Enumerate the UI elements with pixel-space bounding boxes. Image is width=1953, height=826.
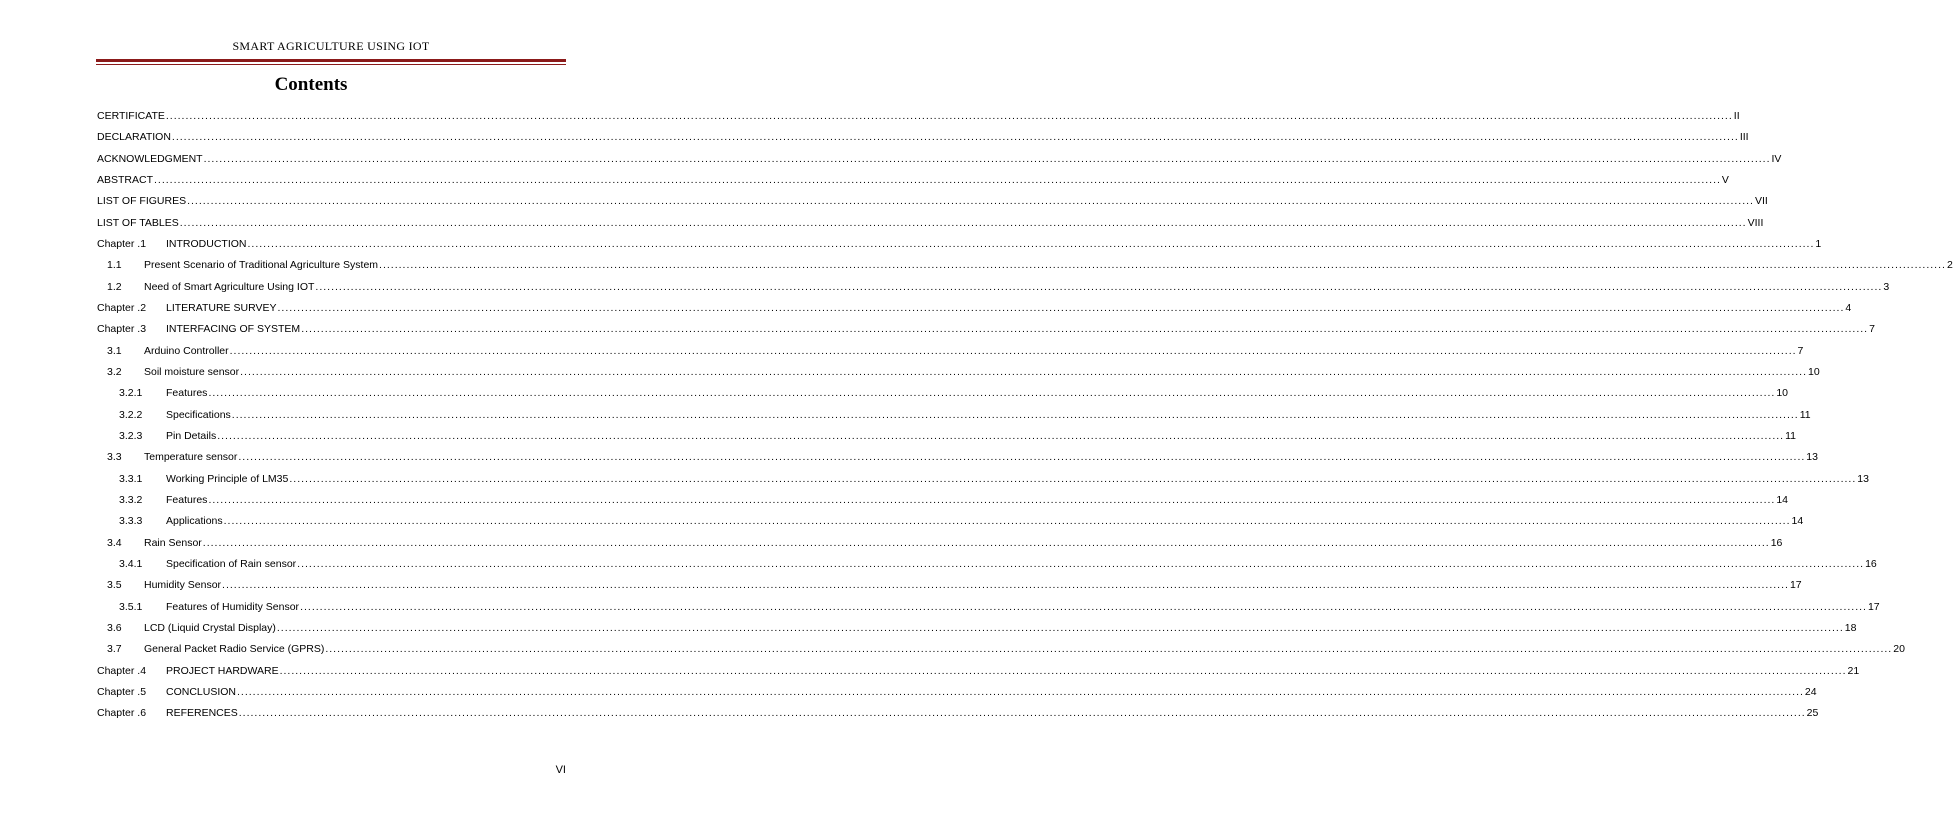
toc-entry[interactable]: [97, 149, 1782, 169]
toc-entry-page: 11: [1785, 429, 1797, 442]
toc-entry-number: Chapter .5: [97, 685, 147, 698]
toc-entry-number: 3.3.3: [119, 515, 143, 528]
toc-dot-leader: ................................................................................................................................................................................................................................................................................................................................................................................................................: [187, 195, 1754, 208]
toc-entry-page: 13: [1857, 472, 1869, 485]
toc-dot-leader: ................................................................................................................................................................................................................................................................................................................................................................................................................: [223, 515, 1791, 528]
toc-entry[interactable]: [97, 661, 1860, 681]
toc-entry-number: Chapter .3: [97, 323, 147, 336]
toc-dot-leader: ................................................................................................................................................................................................................................................................................................................................................................................................................: [238, 451, 1806, 464]
toc-entry[interactable]: [97, 255, 1953, 275]
toc-entry[interactable]: [97, 533, 1783, 553]
toc-entry-number: 3.1: [107, 344, 122, 357]
toc-entry-number: Chapter .4: [97, 664, 147, 677]
toc-entry-label: Features: [166, 387, 208, 400]
toc-entry[interactable]: [97, 469, 1869, 489]
toc-dot-leader: ................................................................................................................................................................................................................................................................................................................................................................................................................: [171, 131, 1739, 144]
toc-entry-page: 1: [1815, 237, 1822, 250]
toc-entry-page: VIII: [1747, 216, 1764, 229]
toc-entry-label: Rain Sensor: [144, 536, 202, 549]
toc-entry[interactable]: [97, 426, 1797, 446]
toc-entry-label: CERTIFICATE: [97, 110, 165, 122]
toc-entry[interactable]: [97, 405, 1811, 425]
toc-entry-label: Soil moisture sensor: [144, 365, 240, 378]
toc-entry[interactable]: [97, 554, 1877, 574]
toc-entry-page: 18: [1844, 621, 1857, 634]
toc-entry[interactable]: [97, 298, 1852, 318]
toc-entry-label: General Packet Radio Service (GPRS): [144, 643, 325, 656]
toc-entry-number: 3.3: [107, 451, 122, 464]
toc-entry[interactable]: [97, 447, 1818, 467]
toc-entry[interactable]: [97, 127, 1749, 147]
page-number: VI: [555, 764, 566, 776]
toc-entry[interactable]: [97, 234, 1822, 254]
toc-entry-label: Specification of Rain sensor: [166, 557, 297, 570]
toc-dot-leader: ................................................................................................................................................................................................................................................................................................................................................................................................................: [222, 579, 1789, 592]
toc-entry-number: 3.4.1: [119, 557, 143, 570]
toc-dot-leader: ................................................................................................................................................................................................................................................................................................................................................................................................................: [277, 301, 1845, 314]
toc-entry[interactable]: [97, 575, 1802, 595]
running-header: SMART AGRICULTURE USING IOT: [232, 39, 430, 53]
toc-entry-page: II: [1733, 110, 1740, 122]
toc-entry-label: ACKNOWLEDGMENT: [97, 152, 203, 165]
toc-entry-page: 7: [1869, 323, 1875, 336]
toc-dot-leader: ................................................................................................................................................................................................................................................................................................................................................................................................................: [238, 707, 1806, 720]
toc-dot-leader: ................................................................................................................................................................................................................................................................................................................................................................................................................: [165, 110, 1733, 122]
toc-entry-page: 14: [1791, 515, 1804, 528]
toc-entry-label: Humidity Sensor: [144, 579, 222, 592]
header-rule-thin: [96, 64, 566, 65]
toc-entry-page: 11: [1799, 408, 1811, 421]
toc-entry-page: 21: [1847, 664, 1860, 677]
toc-entry[interactable]: [97, 703, 1819, 723]
toc-entry-page: IV: [1771, 152, 1782, 165]
toc-dot-leader: ................................................................................................................................................................................................................................................................................................................................................................................................................: [279, 664, 1847, 677]
toc-entry-page: 13: [1806, 451, 1818, 464]
toc-entry-label: Applications: [166, 515, 223, 528]
contents-title: Contents: [274, 74, 348, 95]
toc-entry-page: 17: [1789, 579, 1802, 592]
header-rule-thick: [96, 59, 566, 62]
toc-entry-label: REFERENCES: [166, 707, 238, 720]
toc-entry-number: 3.2.1: [119, 387, 143, 400]
toc-entry-number: 3.7: [107, 643, 122, 656]
toc-entry-label: PROJECT HARDWARE: [166, 664, 279, 677]
toc-entry-number: 3.2: [107, 365, 122, 378]
toc-entry-page: 16: [1865, 557, 1877, 570]
toc-entry-label: LIST OF FIGURES: [97, 195, 187, 208]
toc-entry-number: 3.4: [107, 536, 122, 549]
toc-entry[interactable]: [97, 383, 1789, 403]
toc-dot-leader: ................................................................................................................................................................................................................................................................................................................................................................................................................: [217, 429, 1785, 442]
toc-entry-label: CONCLUSION: [166, 685, 237, 698]
toc-entry-label: Pin Details: [166, 429, 217, 442]
toc-entry-page: V: [1721, 173, 1729, 186]
toc-dot-leader: ................................................................................................................................................................................................................................................................................................................................................................................................................: [325, 643, 1893, 656]
toc-entry-number: Chapter .2: [97, 301, 147, 314]
toc-dot-leader: ................................................................................................................................................................................................................................................................................................................................................................................................................: [237, 685, 1804, 698]
toc-entry-label: Features: [166, 493, 208, 506]
toc-entry[interactable]: [97, 362, 1820, 382]
toc-entry-page: 24: [1804, 685, 1817, 698]
toc-entry[interactable]: [97, 213, 1764, 233]
toc-entry-page: III: [1739, 131, 1749, 144]
toc-entry[interactable]: [97, 597, 1880, 617]
toc-entry-label: Specifications: [166, 408, 231, 421]
toc-dot-leader: ................................................................................................................................................................................................................................................................................................................................................................................................................: [301, 323, 1869, 336]
toc-dot-leader: ................................................................................................................................................................................................................................................................................................................................................................................................................: [229, 344, 1797, 357]
toc-dot-leader: ................................................................................................................................................................................................................................................................................................................................................................................................................: [179, 216, 1747, 229]
toc-entry[interactable]: [97, 277, 1890, 297]
toc-entry-page: 14: [1776, 493, 1789, 506]
toc-entry-page: 7: [1797, 344, 1804, 357]
toc-entry-label: Features of Humidity Sensor: [166, 600, 300, 613]
toc-entry[interactable]: [97, 618, 1857, 638]
toc-entry-page: VII: [1754, 195, 1768, 208]
toc-entry[interactable]: [97, 106, 1740, 126]
toc-entry-number: 3.5: [107, 579, 122, 592]
toc-dot-leader: ................................................................................................................................................................................................................................................................................................................................................................................................................: [208, 387, 1776, 400]
toc-entry-number: 3.6: [107, 621, 122, 634]
toc-entry-number: 3.2.2: [119, 408, 143, 421]
toc-dot-leader: ................................................................................................................................................................................................................................................................................................................................................................................................................: [202, 536, 1770, 549]
toc-entry-label: Working Principle of LM35: [166, 472, 289, 485]
toc-entry-label: Present Scenario of Traditional Agriculture System: [144, 259, 379, 272]
toc-entry-page: 10: [1808, 365, 1820, 378]
toc-entry-label: Need of Smart Agriculture Using IOT: [144, 280, 315, 293]
toc-entry[interactable]: [97, 639, 1905, 659]
toc-entry[interactable]: [97, 341, 1804, 361]
toc-entry-label: LIST OF TABLES: [97, 216, 179, 229]
toc-entry-page: 20: [1893, 643, 1905, 656]
toc-dot-leader: ................................................................................................................................................................................................................................................................................................................................................................................................................: [231, 408, 1799, 421]
toc-entry[interactable]: [97, 191, 1768, 211]
toc-entry-number: 3.5.1: [119, 600, 143, 613]
toc-dot-leader: ................................................................................................................................................................................................................................................................................................................................................................................................................: [240, 365, 1808, 378]
toc-dot-leader: ................................................................................................................................................................................................................................................................................................................................................................................................................: [379, 259, 1946, 272]
toc-entry-label: LCD (Liquid Crystal Display): [144, 621, 276, 634]
toc-entry-label: LITERATURE SURVEY: [166, 301, 277, 314]
toc-dot-leader: ................................................................................................................................................................................................................................................................................................................................................................................................................: [315, 280, 1883, 293]
toc-entry-label: DECLARATION: [97, 131, 171, 144]
toc-entry-page: 2: [1946, 259, 1953, 272]
toc-dot-leader: ................................................................................................................................................................................................................................................................................................................................................................................................................: [276, 621, 1844, 634]
toc-entry-label: Temperature sensor: [144, 451, 238, 464]
toc-entry[interactable]: [97, 319, 1875, 339]
toc-dot-leader: ................................................................................................................................................................................................................................................................................................................................................................................................................: [300, 600, 1867, 613]
toc-entry-number: 3.2.3: [119, 429, 143, 442]
toc-entry-page: 17: [1867, 600, 1880, 613]
toc-entry-label: INTERFACING OF SYSTEM: [166, 323, 301, 336]
toc-entry-page: 16: [1770, 536, 1783, 549]
toc-dot-leader: ................................................................................................................................................................................................................................................................................................................................................................................................................: [289, 472, 1857, 485]
toc-entry-number: 1.1: [107, 259, 122, 272]
toc-entry-number: 3.3.2: [119, 493, 143, 506]
toc-entry-label: INTRODUCTION: [166, 237, 247, 250]
toc-entry-number: 1.2: [107, 280, 122, 293]
toc-entry[interactable]: [97, 511, 1804, 531]
toc-entry-number: 3.3.1: [119, 472, 143, 485]
toc-entry-label: Arduino Controller: [144, 344, 229, 357]
toc-entry-number: Chapter .6: [97, 707, 147, 720]
toc-entry-page: 4: [1845, 301, 1852, 314]
toc-entry-number: Chapter .1: [97, 237, 147, 250]
toc-entry-page: 3: [1883, 280, 1890, 293]
toc-dot-leader: ................................................................................................................................................................................................................................................................................................................................................................................................................: [297, 557, 1865, 570]
toc-dot-leader: ................................................................................................................................................................................................................................................................................................................................................................................................................: [208, 493, 1776, 506]
toc-entry[interactable]: [97, 682, 1817, 702]
toc-dot-leader: ................................................................................................................................................................................................................................................................................................................................................................................................................: [247, 237, 1815, 250]
toc-entry-page: 10: [1776, 387, 1789, 400]
toc-dot-leader: ................................................................................................................................................................................................................................................................................................................................................................................................................: [203, 152, 1771, 165]
toc-dot-leader: ................................................................................................................................................................................................................................................................................................................................................................................................................: [154, 173, 1721, 186]
toc-entry-page: 25: [1806, 707, 1819, 720]
toc-entry[interactable]: [97, 490, 1789, 510]
toc-entry[interactable]: [97, 170, 1729, 190]
toc-entry-label: ABSTRACT: [97, 173, 154, 186]
